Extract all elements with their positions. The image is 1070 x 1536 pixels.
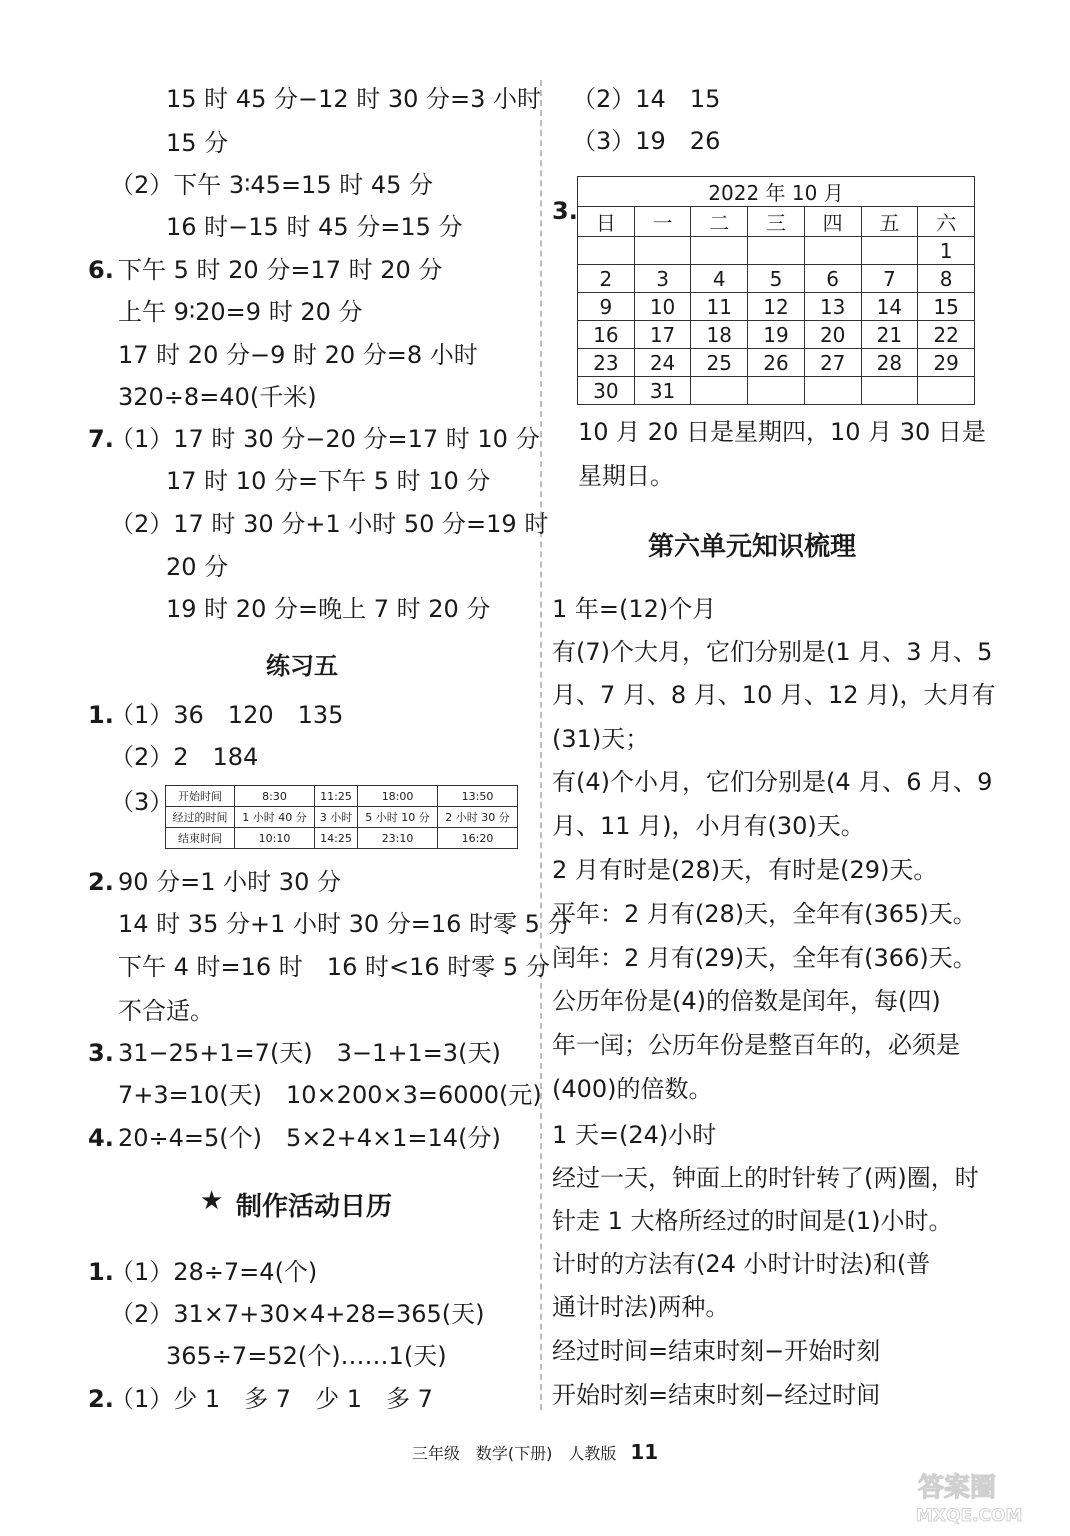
table-cell: 5 小时 10 分 bbox=[358, 807, 438, 828]
day-cell: 1 bbox=[918, 237, 975, 265]
day-cell bbox=[578, 237, 635, 265]
knowledge-line: 有(4)个小月，它们分别是(4 月、6 月、9 bbox=[552, 768, 993, 796]
knowledge-line: 2 月有时是(28)天，有时是(29)天。 bbox=[552, 856, 938, 884]
page-footer bbox=[0, 1440, 1070, 1464]
day-cell: 17 bbox=[634, 321, 691, 349]
day-cell bbox=[691, 377, 748, 405]
weekday-cell: 五 bbox=[861, 207, 918, 237]
answer-line: （1）17 时 30 分−20 分=17 时 10 分 bbox=[110, 425, 540, 453]
day-cell bbox=[748, 377, 805, 405]
question-number: 1. bbox=[88, 701, 114, 729]
answer-line: （1）28÷7=4(个) bbox=[110, 1258, 318, 1286]
day-cell: 9 bbox=[578, 293, 635, 321]
answer-line: 下午 5 时 20 分=17 时 20 分 bbox=[118, 256, 443, 284]
day-cell: 12 bbox=[748, 293, 805, 321]
day-cell: 28 bbox=[861, 349, 918, 377]
calendar-week-row bbox=[578, 321, 975, 349]
calendar-week-row bbox=[578, 265, 975, 293]
question-number: 2. bbox=[88, 868, 114, 896]
question-number: 6. bbox=[88, 256, 114, 284]
answer-line: 20 分 bbox=[166, 553, 229, 581]
table-cell: 经过的时间 bbox=[166, 807, 235, 828]
table-cell: 14:25 bbox=[314, 828, 357, 849]
day-cell: 31 bbox=[634, 377, 691, 405]
knowledge-line: (31)天； bbox=[552, 725, 650, 753]
day-cell: 24 bbox=[634, 349, 691, 377]
knowledge-line: 月、7 月、8 月、10 月、12 月)，大月有 bbox=[552, 681, 996, 709]
weekday-cell: 二 bbox=[691, 207, 748, 237]
calendar-week-row bbox=[578, 237, 975, 265]
table-cell: 8:30 bbox=[235, 786, 315, 807]
knowledge-line: 闰年：2 月有(29)天，全年有(366)天。 bbox=[552, 944, 977, 972]
watermark-domain-text: MXQE.COM bbox=[916, 1506, 1023, 1526]
question-number: 7. bbox=[88, 425, 114, 453]
star-icon: ★ bbox=[200, 1186, 224, 1216]
watermark-logo bbox=[910, 1466, 1050, 1526]
answer-line: 16 时−15 时 45 分=15 分 bbox=[166, 213, 463, 241]
calendar-title-row bbox=[578, 177, 975, 207]
day-cell: 30 bbox=[578, 377, 635, 405]
day-cell: 5 bbox=[748, 265, 805, 293]
answer-line: 320÷8=40(千米) bbox=[118, 383, 317, 411]
day-cell bbox=[634, 237, 691, 265]
answer-line: 15 时 45 分−12 时 30 分=3 小时 bbox=[166, 85, 542, 113]
table-cell: 16:20 bbox=[438, 828, 518, 849]
day-cell bbox=[861, 377, 918, 405]
knowledge-line: 经过一天，钟面上的时针转了(两)圈，时 bbox=[552, 1164, 979, 1192]
day-cell: 19 bbox=[748, 321, 805, 349]
knowledge-line: 针走 1 大格所经过的时间是(1)小时。 bbox=[552, 1207, 953, 1235]
answer-line: 15 分 bbox=[166, 129, 229, 157]
table-cell: 结束时间 bbox=[166, 828, 235, 849]
day-cell: 3 bbox=[634, 265, 691, 293]
answer-line: （2）下午 3∶45=15 时 45 分 bbox=[110, 171, 434, 199]
answer-line: 31−25+1=7(天) 3−1+1=3(天) bbox=[118, 1039, 501, 1067]
day-cell: 4 bbox=[691, 265, 748, 293]
day-cell bbox=[918, 377, 975, 405]
knowledge-line: 有(7)个大月，它们分别是(1 月、3 月、5 bbox=[552, 638, 993, 666]
table-cell: 2 小时 30 分 bbox=[438, 807, 518, 828]
question-number: 2. bbox=[88, 1385, 114, 1413]
answer-line: 下午 4 时=16 时 16 时<16 时零 5 分 bbox=[118, 953, 550, 981]
section-title-unit6: 第六单元知识梳理 bbox=[648, 532, 857, 562]
answer-line: （2）17 时 30 分+1 小时 50 分=19 时 bbox=[110, 510, 549, 538]
calendar-title: 2022 年 10 月 bbox=[578, 177, 975, 207]
day-cell: 13 bbox=[804, 293, 861, 321]
column-divider bbox=[540, 80, 542, 1410]
day-cell bbox=[748, 237, 805, 265]
day-cell bbox=[804, 377, 861, 405]
answer-line: 14 时 35 分+1 小时 30 分=16 时零 5 分 bbox=[118, 910, 572, 938]
footer-text: 三年级 数学(下册) 人教版 bbox=[411, 1444, 617, 1463]
answer-line: 不合适。 bbox=[118, 997, 214, 1025]
question-number: 3. bbox=[552, 197, 578, 225]
day-cell: 2 bbox=[578, 265, 635, 293]
answer-line: （2）2 184 bbox=[110, 743, 259, 771]
answer-line: （2）31×7+30×4+28=365(天) bbox=[110, 1300, 485, 1328]
table-cell: 10:10 bbox=[235, 828, 315, 849]
table-cell: 3 小时 bbox=[314, 807, 357, 828]
knowledge-line: 1 年=(12)个月 bbox=[552, 595, 717, 623]
day-cell: 26 bbox=[748, 349, 805, 377]
answer-line: （3）19 26 bbox=[572, 127, 721, 155]
table-cell: 13:50 bbox=[438, 786, 518, 807]
answer-line: 7+3=10(天) 10×200×3=6000(元) bbox=[118, 1081, 542, 1109]
day-cell: 18 bbox=[691, 321, 748, 349]
question-number: 1. bbox=[88, 1258, 114, 1286]
answer-line: 17 时 20 分−9 时 20 分=8 小时 bbox=[118, 341, 478, 369]
calendar-week-row bbox=[578, 349, 975, 377]
table-cell: 23:10 bbox=[358, 828, 438, 849]
day-cell: 7 bbox=[861, 265, 918, 293]
answer-line: 19 时 20 分=晚上 7 时 20 分 bbox=[166, 595, 491, 623]
day-cell: 23 bbox=[578, 349, 635, 377]
table-cell: 开始时间 bbox=[166, 786, 235, 807]
calendar-weekday-row bbox=[578, 207, 975, 237]
calendar-week-row bbox=[578, 377, 975, 405]
answer-line: （3） bbox=[110, 788, 174, 816]
day-cell: 11 bbox=[691, 293, 748, 321]
table-row bbox=[166, 786, 518, 807]
day-cell bbox=[691, 237, 748, 265]
day-cell: 10 bbox=[634, 293, 691, 321]
answer-line: （2）14 15 bbox=[572, 85, 721, 113]
knowledge-line: 经过时间=结束时刻−开始时刻 bbox=[552, 1337, 881, 1365]
day-cell bbox=[804, 237, 861, 265]
time-table bbox=[165, 785, 518, 849]
section-title-practice: 练习五 bbox=[266, 652, 338, 680]
day-cell: 15 bbox=[918, 293, 975, 321]
day-cell: 16 bbox=[578, 321, 635, 349]
answer-line: 17 时 10 分=下午 5 时 10 分 bbox=[166, 467, 491, 495]
weekday-cell: 日 bbox=[578, 207, 635, 237]
page-number: 11 bbox=[630, 1440, 659, 1464]
knowledge-line: 计时的方法有(24 小时计时法)和(普 bbox=[552, 1250, 931, 1278]
day-cell: 25 bbox=[691, 349, 748, 377]
knowledge-line: 1 天=(24)小时 bbox=[552, 1121, 717, 1149]
weekday-cell: 六 bbox=[918, 207, 975, 237]
day-cell: 27 bbox=[804, 349, 861, 377]
table-cell: 1 小时 40 分 bbox=[235, 807, 315, 828]
weekday-cell: 一 bbox=[634, 207, 691, 237]
day-cell: 22 bbox=[918, 321, 975, 349]
question-number: 3. bbox=[88, 1039, 114, 1067]
knowledge-line: 公历年份是(4)的倍数是闰年，每(四) bbox=[552, 987, 941, 1015]
day-cell: 14 bbox=[861, 293, 918, 321]
answer-line: （1）36 120 135 bbox=[110, 701, 344, 729]
answer-line: 10 月 20 日是星期四，10 月 30 日是 bbox=[578, 418, 986, 446]
day-cell: 21 bbox=[861, 321, 918, 349]
answer-line: 20÷4=5(个) 5×2+4×1=14(分) bbox=[118, 1124, 501, 1152]
day-cell: 29 bbox=[918, 349, 975, 377]
answer-line: 上午 9∶20=9 时 20 分 bbox=[118, 298, 363, 326]
knowledge-line: 平年：2 月有(28)天，全年有(365)天。 bbox=[552, 900, 977, 928]
section-title-calendar: 制作活动日历 bbox=[236, 1192, 393, 1222]
calendar-week-row bbox=[578, 293, 975, 321]
day-cell: 6 bbox=[804, 265, 861, 293]
table-row bbox=[166, 807, 518, 828]
knowledge-line: 通计时法)两种。 bbox=[552, 1293, 730, 1321]
question-number: 4. bbox=[88, 1124, 114, 1152]
knowledge-line: (400)的倍数。 bbox=[552, 1075, 713, 1103]
knowledge-line: 月、11 月)，小月有(30)天。 bbox=[552, 812, 865, 840]
table-row bbox=[166, 828, 518, 849]
knowledge-line: 年一闰；公历年份是整百年的，必须是 bbox=[552, 1031, 960, 1059]
weekday-cell: 三 bbox=[748, 207, 805, 237]
answer-line: 90 分=1 小时 30 分 bbox=[118, 868, 341, 896]
answer-line: 星期日。 bbox=[578, 462, 674, 490]
calendar-table bbox=[577, 176, 975, 405]
day-cell: 8 bbox=[918, 265, 975, 293]
day-cell bbox=[861, 237, 918, 265]
answer-line: （1）少 1 多 7 少 1 多 7 bbox=[110, 1385, 433, 1413]
watermark-logo-text: 答案圈 bbox=[918, 1473, 997, 1503]
weekday-cell: 四 bbox=[804, 207, 861, 237]
table-cell: 11:25 bbox=[314, 786, 357, 807]
day-cell: 20 bbox=[804, 321, 861, 349]
table-cell: 18:00 bbox=[358, 786, 438, 807]
knowledge-line: 开始时刻=结束时刻−经过时间 bbox=[552, 1381, 881, 1409]
answer-line: 365÷7=52(个)……1(天) bbox=[166, 1342, 447, 1370]
